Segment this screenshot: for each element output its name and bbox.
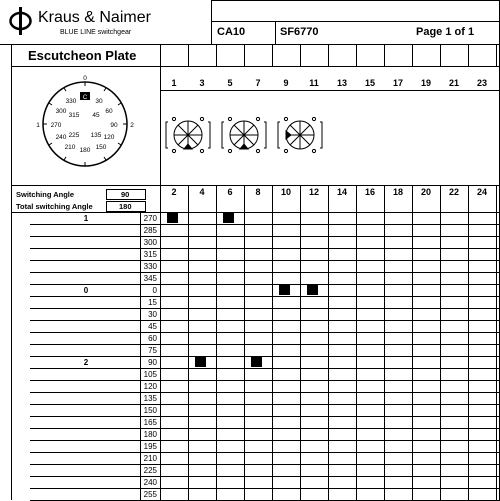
table-row bbox=[30, 308, 500, 309]
escutcheon-dial bbox=[18, 74, 158, 182]
angle-label: 240 bbox=[143, 478, 157, 487]
terminal-number-top: 5 bbox=[227, 78, 233, 88]
terminal-number-top: 19 bbox=[420, 78, 431, 88]
svg-text:135: 135 bbox=[90, 132, 102, 139]
terminal-number-bottom: 22 bbox=[448, 187, 459, 197]
switching-angle-box bbox=[106, 189, 146, 200]
total-switching-value: 180 bbox=[119, 202, 132, 211]
angle-label: 90 bbox=[148, 358, 157, 367]
terminal-number-top: 1 bbox=[171, 78, 177, 88]
terminal-number-top: 3 bbox=[199, 78, 205, 88]
closed-contact-mark bbox=[251, 357, 262, 367]
terminal-number-bottom: 2 bbox=[171, 187, 177, 197]
table-row bbox=[30, 248, 500, 249]
brand-tagline: BLUE LINE switchgear bbox=[60, 29, 132, 36]
phi-logo-icon bbox=[8, 6, 34, 36]
svg-text:210: 210 bbox=[64, 144, 76, 151]
angle-label: 45 bbox=[148, 322, 157, 331]
terminal-number-bottom: 6 bbox=[227, 187, 233, 197]
svg-text:300: 300 bbox=[55, 108, 67, 115]
table-row bbox=[30, 332, 500, 333]
contact-diagram bbox=[160, 110, 330, 160]
table-row bbox=[30, 344, 500, 345]
terminal-number-bottom: 16 bbox=[364, 187, 375, 197]
angle-label: 180 bbox=[143, 430, 157, 439]
angle-label: 0 bbox=[152, 286, 157, 295]
angle-label: 315 bbox=[143, 250, 157, 259]
svg-text:330: 330 bbox=[65, 98, 77, 105]
angle-label: 345 bbox=[143, 274, 157, 283]
terminal-number-top: 11 bbox=[309, 78, 319, 88]
position-label: 0 bbox=[83, 286, 89, 295]
terminal-number-top: 17 bbox=[392, 78, 403, 88]
svg-text:270: 270 bbox=[50, 122, 62, 129]
angle-label: 225 bbox=[143, 466, 157, 475]
terminal-number-top: 7 bbox=[255, 78, 261, 88]
terminal-number-bottom: 18 bbox=[392, 187, 403, 197]
angle-label: 195 bbox=[143, 442, 157, 451]
total-switching-label: Total switching Angle bbox=[16, 202, 93, 211]
angle-label: 120 bbox=[143, 382, 157, 391]
angle-label: 330 bbox=[143, 262, 157, 271]
svg-text:90: 90 bbox=[110, 122, 118, 129]
angle-label: 165 bbox=[143, 418, 157, 427]
terminal-number-bottom: 20 bbox=[420, 187, 431, 197]
table-row bbox=[30, 224, 500, 225]
angle-label: 150 bbox=[143, 406, 157, 415]
closed-contact-mark bbox=[195, 357, 206, 367]
table-row bbox=[30, 356, 500, 357]
svg-text:2: 2 bbox=[130, 122, 134, 129]
angle-label: 60 bbox=[148, 334, 157, 343]
angle-label: 15 bbox=[148, 298, 157, 307]
svg-text:1: 1 bbox=[36, 122, 40, 129]
page-indicator: Page 1 of 1 bbox=[416, 26, 475, 38]
terminal-number-top: 15 bbox=[364, 78, 375, 88]
table-row bbox=[30, 368, 500, 369]
position-label: 1 bbox=[83, 214, 89, 223]
terminal-number-bottom: 4 bbox=[199, 187, 205, 197]
terminal-number-bottom: 14 bbox=[336, 187, 347, 197]
table-row bbox=[30, 428, 500, 429]
table-row bbox=[30, 452, 500, 453]
angle-label: 135 bbox=[143, 394, 157, 403]
company-logo bbox=[8, 6, 208, 40]
table-row bbox=[30, 392, 500, 393]
svg-text:180: 180 bbox=[79, 147, 91, 154]
svg-text:315: 315 bbox=[68, 112, 80, 119]
terminal-number-bottom: 10 bbox=[280, 187, 291, 197]
table-row bbox=[30, 380, 500, 381]
table-row bbox=[30, 404, 500, 405]
closed-contact-mark bbox=[279, 285, 290, 295]
svg-text:120: 120 bbox=[103, 134, 115, 141]
svg-text:0: 0 bbox=[83, 75, 87, 82]
svg-text:30: 30 bbox=[95, 98, 103, 105]
svg-text:240: 240 bbox=[55, 134, 67, 141]
terminal-number-top: 23 bbox=[476, 78, 487, 88]
table-row bbox=[30, 272, 500, 273]
table-row bbox=[30, 320, 500, 321]
angle-label: 285 bbox=[143, 226, 157, 235]
table-row bbox=[30, 488, 500, 489]
svg-text:45: 45 bbox=[92, 112, 100, 119]
terminal-number-top: 21 bbox=[448, 78, 459, 88]
angle-label: 30 bbox=[148, 310, 157, 319]
svg-text:60: 60 bbox=[105, 108, 113, 115]
terminal-number-top: 9 bbox=[283, 78, 289, 88]
angle-label: 270 bbox=[143, 214, 157, 223]
closed-contact-mark bbox=[167, 213, 178, 223]
angle-label: 300 bbox=[143, 238, 157, 247]
escutcheon-title: Escutcheon Plate bbox=[28, 48, 137, 63]
switching-angle-label: Switching Angle bbox=[16, 190, 75, 199]
closed-contact-mark bbox=[223, 213, 234, 223]
model-number: CA10 bbox=[217, 26, 246, 38]
table-row bbox=[30, 464, 500, 465]
angle-label: 75 bbox=[148, 346, 157, 355]
svg-text:225: 225 bbox=[68, 132, 80, 139]
terminal-number-bottom: 24 bbox=[476, 187, 487, 197]
terminal-number-bottom: 8 bbox=[255, 187, 261, 197]
total-switching-box bbox=[106, 201, 146, 212]
svg-text:C: C bbox=[82, 95, 88, 101]
table-row bbox=[30, 416, 500, 417]
position-label: 2 bbox=[83, 358, 89, 367]
closed-contact-mark bbox=[307, 285, 318, 295]
switching-angle-value: 90 bbox=[121, 190, 130, 199]
table-row bbox=[30, 260, 500, 261]
angle-label: 255 bbox=[143, 490, 157, 499]
svg-text:150: 150 bbox=[95, 144, 107, 151]
drawing-code: SF6770 bbox=[280, 26, 319, 38]
terminal-number-bottom: 12 bbox=[308, 187, 319, 197]
brand-name: Kraus & Naimer bbox=[38, 9, 151, 26]
table-row bbox=[30, 440, 500, 441]
table-row bbox=[30, 236, 500, 237]
table-row bbox=[30, 284, 500, 285]
table-row bbox=[30, 476, 500, 477]
angle-label: 210 bbox=[143, 454, 157, 463]
terminal-number-top: 13 bbox=[336, 78, 347, 88]
table-row bbox=[30, 296, 500, 297]
angle-label: 105 bbox=[143, 370, 157, 379]
